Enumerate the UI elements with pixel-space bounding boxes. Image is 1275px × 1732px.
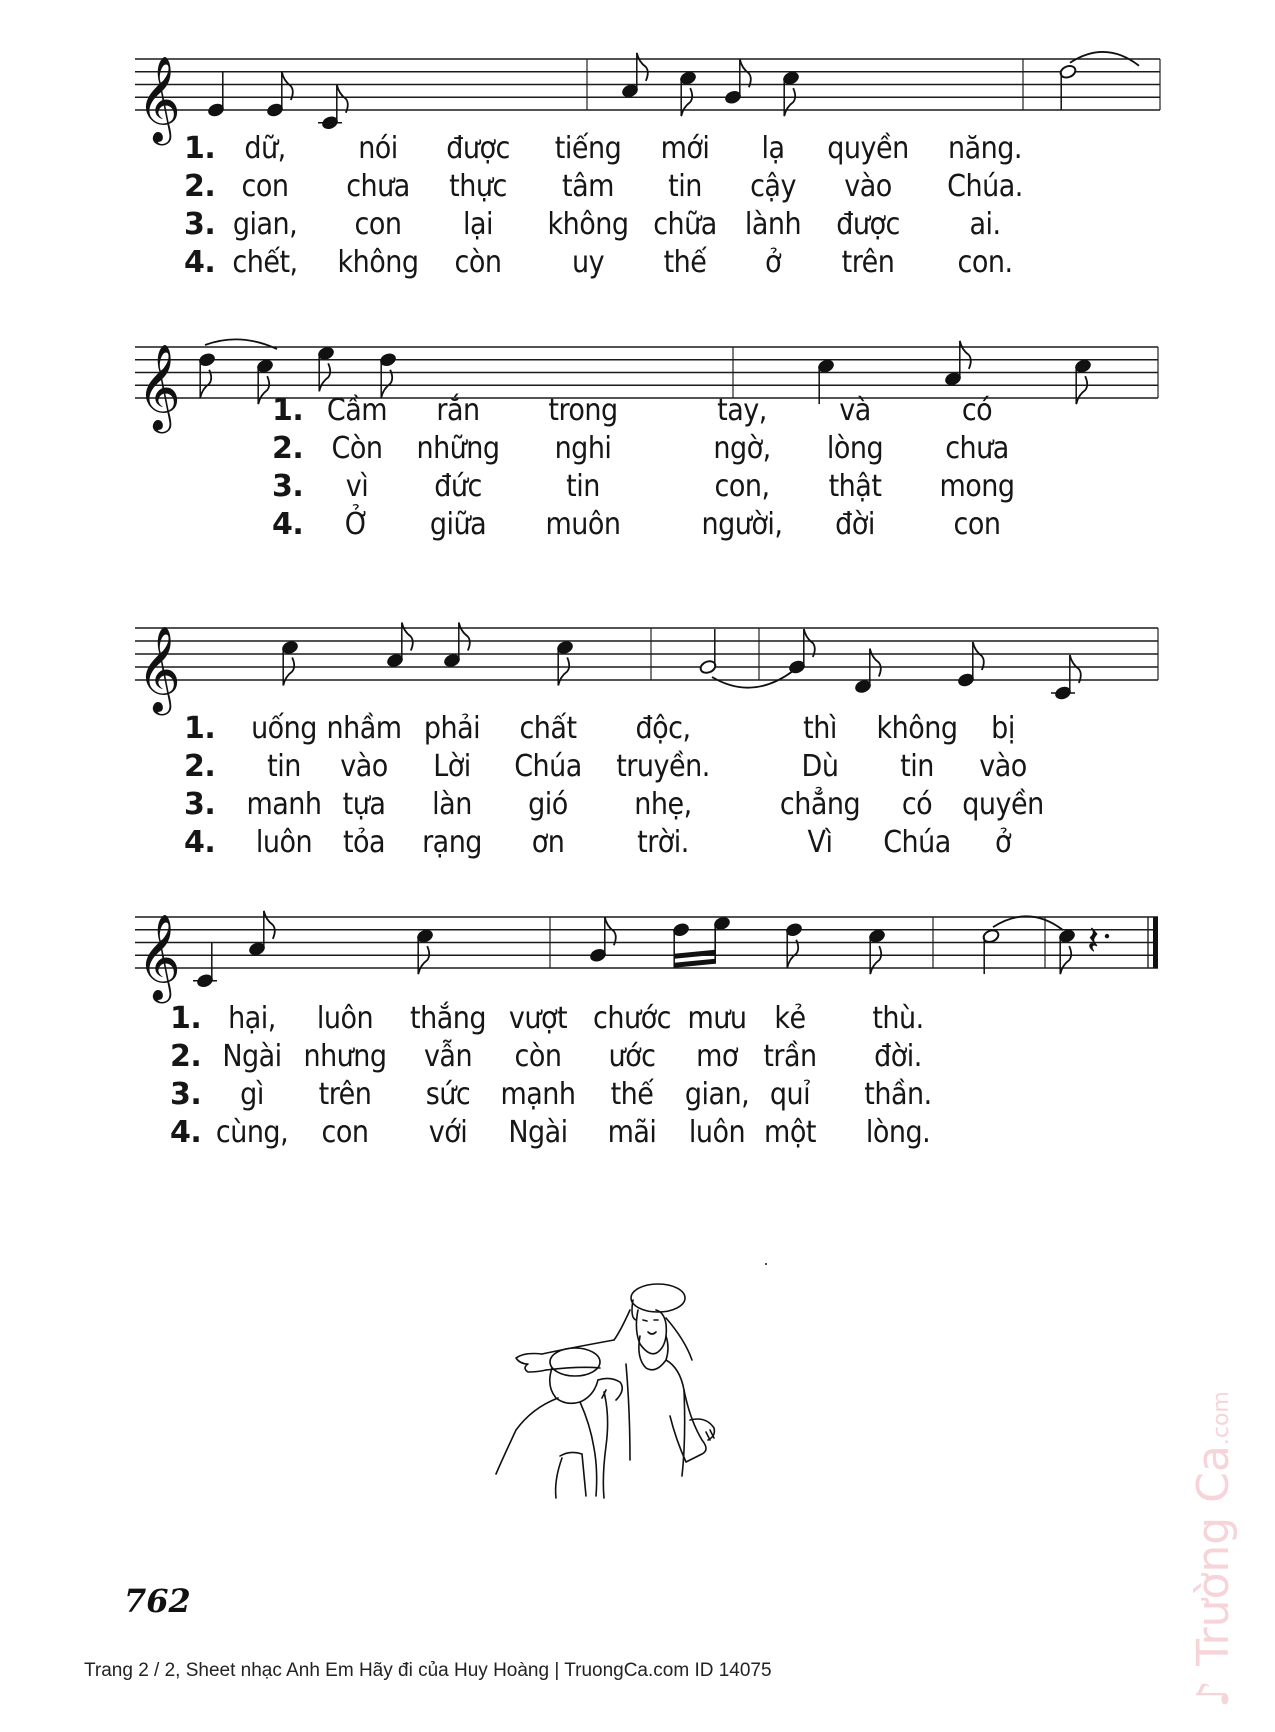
lyric-syllable: cậy (750, 169, 796, 204)
treble-clef-icon: 𝄞 (137, 344, 181, 430)
treble-clef-icon: 𝄞 (137, 914, 181, 1000)
lyric-syllable: mãi (607, 1115, 657, 1150)
note-eighth (318, 85, 348, 131)
lyric-syllable: lòng. (865, 1115, 931, 1150)
lyric-syllable: Chúa. (947, 169, 1023, 204)
lyric-syllable: chất (519, 711, 577, 746)
verse-number: 2. (184, 169, 216, 204)
note-eighth (281, 640, 299, 686)
staff-system-4 (135, 911, 1158, 1004)
verse-number: 3. (184, 787, 216, 822)
lyric-syllable: Chúa (883, 825, 951, 860)
lyric-syllable: không (337, 245, 419, 280)
lyric-syllable: quyền (962, 787, 1044, 822)
lyric-syllable: đức (434, 469, 482, 504)
lyric-syllable: dữ, (244, 131, 286, 166)
treble-clef-icon: 𝄞 (137, 626, 181, 712)
note-eighth (788, 629, 815, 675)
lyric-syllable: năng. (948, 131, 1022, 166)
lyric-syllable: còn (454, 245, 502, 280)
lyric-syllable: quỉ (769, 1077, 811, 1112)
note-eighth (198, 352, 216, 398)
lyric-syllable: trên (318, 1077, 372, 1112)
lyric-syllable: vào (844, 169, 892, 204)
note-half (1059, 52, 1139, 110)
lyric-syllable: lạ (761, 131, 785, 166)
note-eighth (266, 72, 293, 118)
lyric-syllable: không (547, 207, 629, 242)
verse-number: 2. (184, 749, 216, 784)
lyric-syllable: ước (608, 1039, 656, 1074)
lyric-syllable: Ở (344, 507, 370, 542)
lyric-syllable: uống (251, 711, 317, 746)
lyric-syllable: không (876, 711, 958, 746)
lyric-syllable: con, (714, 469, 770, 504)
watermark-text: Trường Ca (1188, 1445, 1239, 1666)
lyric-syllable: trong (548, 393, 618, 428)
quarter-rest-icon: 𝄽 (1087, 917, 1100, 964)
lyric-syllable: con (953, 507, 1001, 542)
watermark-suffix: .com (1209, 1391, 1234, 1446)
lyric-syllable: giữa (429, 507, 487, 542)
verse-number: 2. (272, 431, 304, 466)
lyric-syllable: bị (991, 711, 1015, 746)
lyric-syllable: độc, (635, 711, 691, 746)
note-eighth (957, 642, 984, 688)
verse-number: 1. (272, 393, 304, 428)
note-eighth (589, 917, 616, 963)
staff-system-3 (135, 623, 1158, 717)
lyric-syllable: Chúa (514, 749, 582, 784)
watermark-logo (1188, 1391, 1239, 1708)
verse-number: 3. (170, 1077, 202, 1112)
lyric-syllable: muôn (545, 507, 621, 542)
lyric-syllable: thế (610, 1077, 654, 1112)
lyric-syllable: nói (358, 131, 398, 166)
lyric-syllable: con (321, 1115, 369, 1150)
lyric-syllable: ngờ, (713, 431, 771, 466)
lyric-syllable: truyền. (616, 749, 710, 784)
lyric-syllable: gì (240, 1077, 264, 1112)
lyric-syllable: tựa (342, 787, 386, 822)
lyric-syllable: chẳng (779, 787, 861, 822)
lyric-syllable: chước (593, 1001, 671, 1036)
page-footer: Trang 2 / 2, Sheet nhạc Anh Em Hãy đi của Huy Hoàng | TruongCa.com ID 14075 (84, 1660, 772, 1681)
lyric-syllable: đời. (874, 1039, 922, 1074)
lyric-syllable: lành (744, 207, 802, 242)
dot (1105, 934, 1109, 938)
watermark-icon: ♪ (1188, 1665, 1239, 1708)
lyric-syllable: trần (763, 1039, 817, 1074)
note-half (699, 629, 793, 688)
lyric-syllable: còn (514, 1039, 562, 1074)
lyric-syllable: luôn (688, 1115, 746, 1150)
lyric-syllable: tỏa (342, 825, 386, 860)
lyric-syllable: kẻ (774, 1001, 806, 1036)
final-barline-thick (1153, 917, 1158, 968)
verse-number: 2. (170, 1039, 202, 1074)
lyric-syllable: con (354, 207, 402, 242)
lyric-syllable: tin (900, 749, 934, 784)
lyric-syllable: trời. (637, 825, 689, 860)
lyric-syllable: tin (267, 749, 301, 784)
lyric-syllable: chưa (945, 431, 1009, 466)
page-number: 762 (124, 1582, 191, 1620)
verse-number: 1. (184, 711, 216, 746)
lyric-syllable: Cầm (326, 393, 388, 428)
lyric-syllable: ơn (531, 825, 565, 860)
lyric-syllable: mưu (687, 1001, 747, 1036)
lyric-syllable: tiếng (554, 131, 622, 166)
lyric-syllable: được (836, 207, 900, 242)
tie-arc (993, 916, 1063, 930)
lyric-syllable: gian, (684, 1077, 750, 1112)
note-eighth (1051, 655, 1081, 701)
lyric-syllable: cùng, (215, 1115, 289, 1150)
illustration-prodigal-son (480, 1240, 780, 1500)
lyric-syllable: chưa (346, 169, 410, 204)
lyric-syllable: Còn (331, 431, 383, 466)
lyric-syllable: vượt (508, 1001, 568, 1036)
note-quarter (193, 943, 217, 989)
verse-number: 1. (170, 1001, 202, 1036)
note-half (982, 916, 1063, 974)
lyric-syllable: lòng (826, 431, 884, 466)
verse-number: 4. (184, 825, 216, 860)
lyric-syllable: đời (835, 507, 875, 542)
verse-number: 1. (184, 131, 216, 166)
lyric-syllable: lại (462, 207, 494, 242)
note-eighth (724, 59, 751, 105)
lyric-syllable: người, (701, 507, 783, 542)
lyric-syllable: một (764, 1115, 816, 1150)
lyric-syllable: được (446, 131, 510, 166)
lyric-syllable: tâm (562, 169, 614, 204)
treble-clef-icon: 𝄞 (137, 56, 181, 142)
lyric-syllable: luôn (255, 825, 313, 860)
lyric-syllable: mạnh (500, 1077, 576, 1112)
lyric-syllable: nhầm (326, 711, 402, 746)
lyric-syllable: rắn (436, 393, 480, 428)
lyric-syllable: hại, (228, 1001, 276, 1036)
note-quarter (207, 72, 225, 118)
lyric-syllable: Dù (801, 749, 839, 784)
lyric-syllable: Ngài (222, 1039, 282, 1074)
lyric-syllable: nhưng (303, 1039, 387, 1074)
lyric-syllable: Ngài (508, 1115, 568, 1150)
lyric-syllable: thù. (872, 1001, 924, 1036)
lyric-syllable: chữa (653, 207, 717, 242)
note-eighth (556, 640, 574, 686)
lyric-syllable: luôn (316, 1001, 374, 1036)
note-eighth (443, 623, 470, 669)
lyric-syllable: và (839, 393, 871, 428)
lyric-syllable: thực (449, 169, 507, 204)
lyric-syllable: trên (841, 245, 895, 280)
lyric-syllable: tin (668, 169, 702, 204)
lyric-syllable: rạng (422, 825, 482, 860)
lyric-syllable: vào (340, 749, 388, 784)
lyric-syllable: thì (803, 711, 837, 746)
lyric-syllable: có (961, 393, 993, 428)
note-eighth (386, 623, 413, 669)
lyric-syllable: vẫn (423, 1039, 473, 1074)
lyric-syllable: gian, (232, 207, 298, 242)
lyric-syllable: ở (764, 245, 782, 280)
lyric-syllable: con (241, 169, 289, 204)
lyric-syllable: con. (957, 245, 1013, 280)
note-sixteenth (672, 922, 715, 968)
lyric-syllable: thắng (410, 1001, 486, 1036)
lyric-syllable: tay, (717, 393, 767, 428)
lyric-syllable: uy (571, 245, 605, 280)
lyric-syllable: thế (663, 245, 707, 280)
lyric-syllable: Lời (433, 749, 471, 784)
lyric-syllable: manh (246, 787, 322, 822)
lyric-syllable: mơ (696, 1039, 738, 1074)
lyric-syllable: với (428, 1115, 468, 1150)
verse-number: 4. (184, 245, 216, 280)
lyric-syllable: quyền (827, 131, 909, 166)
lyric-syllable: vào (979, 749, 1027, 784)
lyric-syllable: nhẹ, (634, 787, 692, 822)
lyric-syllable: ở (994, 825, 1012, 860)
lyric-syllable: sức (425, 1077, 471, 1112)
verse-number: 3. (184, 207, 216, 242)
lyric-syllable: tin (566, 469, 600, 504)
lyric-syllable: Vì (807, 825, 833, 860)
lyric-syllable: gió (528, 787, 568, 822)
lyric-syllable: vì (345, 469, 369, 504)
verse-number: 3. (272, 469, 304, 504)
lyric-syllable: mong (939, 469, 1015, 504)
note-eighth (379, 352, 397, 398)
lyric-syllable: thần. (864, 1077, 932, 1112)
lyric-syllable: thật (828, 469, 882, 504)
lyric-syllable: làn (432, 787, 472, 822)
lyric-syllable: những (416, 431, 500, 466)
verse-number: 4. (272, 507, 304, 542)
note-eighth (785, 922, 803, 968)
note-eighth (854, 649, 881, 695)
lyric-syllable: có (901, 787, 933, 822)
lyric-syllable: ai. (969, 207, 1001, 242)
lyric-syllable: mới (660, 131, 710, 166)
verse-number: 4. (170, 1115, 202, 1150)
lyric-syllable: nghi (554, 431, 612, 466)
lyric-syllable: phải (423, 711, 481, 746)
lyric-syllable: chết, (232, 245, 298, 280)
